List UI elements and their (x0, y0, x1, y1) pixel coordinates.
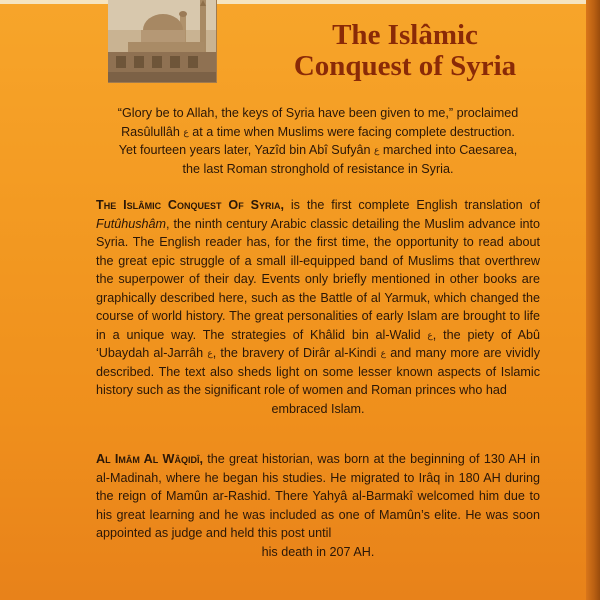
title-line-2: Conquest of Syria (293, 50, 517, 82)
honorific-symbol: ع (380, 348, 387, 358)
honorific-symbol: ع (183, 126, 189, 137)
quote-line-2 (96, 123, 540, 142)
futuhusham-title: Futûhushâm (96, 216, 167, 231)
description-paragraph (96, 196, 540, 418)
desc-text-5: and many more are vividly described. The text also sheds light on some lesser known aspects of Islamic history such as the significant role of women and Roman princes who had (96, 346, 541, 397)
author-text: the great historian, was born at the beginning of 130 AH in al-Madinah, where he began his studies. He migrated to Irâq in 180 AH during the reign of Mamûn ar-Rashid. There Yahyâ al-Barmakî welcomed him due to his great learning and he was included as one of Mamûn’s elite. He was soon appointed as judge and held this post until (96, 452, 541, 540)
honorific-symbol: ع (374, 145, 380, 155)
quote-line-4: the last Roman stronghold of resistance in Syria. (182, 161, 454, 176)
book-spine-edge (586, 0, 600, 600)
book-title-lead: The Islâmic Conquest Of Syria, (96, 198, 284, 212)
quote-line-2-rest: at a time when Muslims were facing complete destruction. (192, 124, 515, 139)
desc-text-4: , the bravery of Dirâr al-Kindi (212, 346, 377, 360)
author-paragraph (96, 450, 540, 561)
prophet-name: Rasûlullâh (121, 124, 180, 139)
desc-text-3: , the piety of Abû ‘Ubaydah al-Jarrâh (96, 327, 540, 360)
author-last-line: his death in 207 AH. (261, 544, 375, 559)
quote-line-3 (96, 141, 540, 160)
honorific-symbol: ع (427, 329, 433, 340)
author-name-lead: Al Imâm Al Wâqidî, (96, 452, 203, 466)
desc-text-2: , the ninth century Arabic classic detailing the Muslim advance into Syria. The English reader has, for the first time, the opportunity to read about the great epic struggle of a small ill-equipped band of Muslims that overthrew the superpower of their day. Events only briefly mentioned in other books are graphically described here, such as the Battle of al Yarmuk, which changed the course of world history. The great personalities of early Islam are brought to life in a unique way. The strategies of Khâlid bin al-Walid (96, 216, 540, 342)
mosque-photo (108, 0, 217, 83)
yazid-text: Yet fourteen years later, Yazîd bin Abî Sufyân (118, 143, 371, 157)
desc-text-1: is the first complete English translation of (290, 198, 540, 212)
honorific-symbol: ع (207, 348, 213, 358)
quote-line-3-rest: marched into Caesarea, (382, 143, 518, 157)
quote-line-1: “Glory be to Allah, the keys of Syria have been given to me,” proclaimed (117, 106, 519, 120)
desc-last-line: embraced Islam. (271, 401, 365, 416)
title-line-1: The Islâmic (332, 19, 478, 51)
book-title (240, 20, 570, 82)
intro-quote-paragraph (96, 104, 540, 178)
cover-top-edge (0, 0, 600, 4)
mosque-illustration (108, 0, 216, 82)
